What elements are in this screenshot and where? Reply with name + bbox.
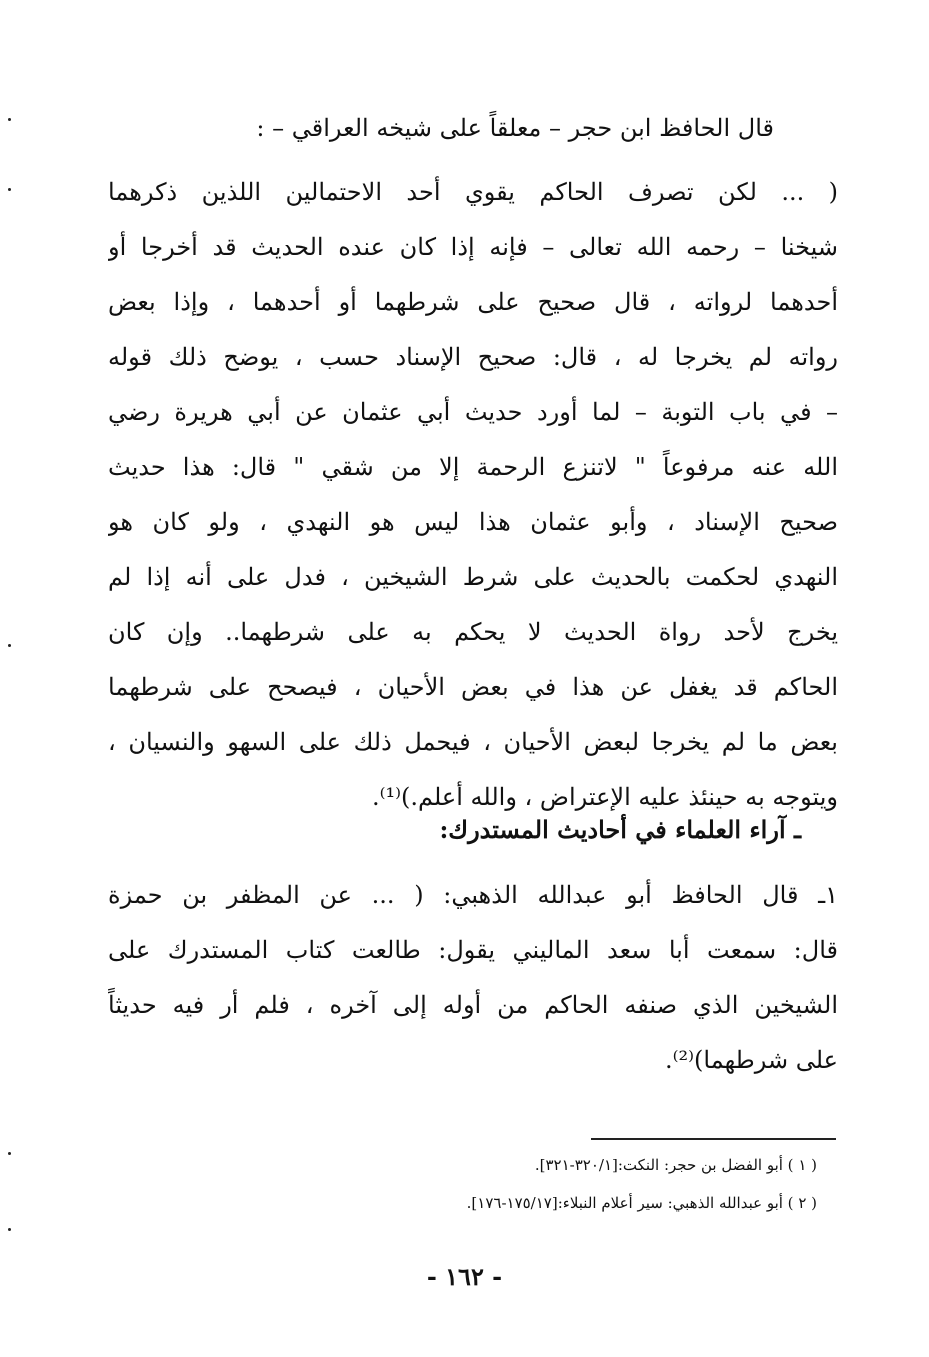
- quote-line: ( ... لكن تصرف الحاكم يقوي أحد الاحتمالين اللذين ذكرهما: [108, 178, 838, 206]
- margin-dot: [8, 188, 11, 191]
- quote-line: الله عنه مرفوعاً " لاتنزع الرحمة إلا من شقي " قال: هذا حديث: [108, 453, 838, 481]
- margin-dot: [8, 644, 11, 647]
- quote-line: يخرج لأحد رواة الحديث لا يحكم به على شرطهما.. وإن كان: [108, 618, 838, 646]
- opinion-line: على شرطهما)⁽²⁾.: [664, 1046, 838, 1074]
- footnote-divider: [591, 1138, 836, 1140]
- quote-line: النهدي لحكمت بالحديث على شرط الشيخين ، فدل على أنه إذا لم: [108, 563, 838, 591]
- margin-dot: [8, 118, 11, 121]
- quote-line: شيخنا – رحمه الله تعالى – فإنه إذا كان عنده الحديث قد أخرجا أو: [108, 233, 838, 261]
- quote-line: رواته لم يخرجا له ، قال: صحيح الإسناد حسب ، يوضح ذلك قوله: [108, 343, 838, 371]
- margin-dot: [8, 1152, 11, 1155]
- opinion-line: قال: سمعت أبا سعد الماليني يقول: طالعت كتاب المستدرك على: [108, 936, 838, 964]
- opinion-line: ١ـ قال الحافظ أبو عبدالله الذهبي: ( ... عن المظفر بن حمزة: [108, 881, 838, 909]
- quote-line: بعض ما لم يخرجا لبعض الأحيان ، فيحمل ذلك على السهو والنسيان ،: [108, 728, 838, 756]
- quote-paragraph: [108, 165, 838, 825]
- quote-line: صحيح الإسناد ، وأبو عثمان هذا ليس هو النهدي ، ولو كان هو: [108, 508, 838, 536]
- margin-dot: [8, 1228, 11, 1231]
- page-number: - ١٦٢ -: [426, 1262, 503, 1291]
- quote-line: – في باب التوبة – لما أورد حديث أبي عثمان عن أبي هريرة رضي: [108, 398, 838, 426]
- opinion-paragraph: [108, 868, 838, 1088]
- quote-line: الحاكم قد يغفل عن هذا في بعض الأحيان ، فيصحح على شرطهما: [108, 673, 838, 701]
- intro-line: قال الحافظ ابن حجر – معلقاً على شيخه العراقي – :: [256, 114, 774, 142]
- footnote-2: ( ٢ ) أبو عبدالله الذهبي: سير أعلام النبلاء:[١٧٥/١٧-١٧٦].: [466, 1194, 817, 1212]
- opinion-line: الشيخين الذي صنفه الحاكم من أوله إلى آخره ، فلم أر فيه حديثاً: [108, 991, 838, 1019]
- footnote-1: ( ١ ) أبو الفضل بن حجر: النكت:[٣٢٠/١-٣٢١].: [534, 1156, 817, 1174]
- section-heading: ـ آراء العلماء في أحاديث المستدرك:: [439, 815, 801, 844]
- quote-line: أحدهما لرواته ، قال صحيح على شرطهما أو أحدهما ، وإذا بعض: [108, 288, 838, 316]
- quote-line: ويتوجه به حينئذ عليه الإعتراض ، والله أعلم.)⁽¹⁾.: [371, 783, 838, 811]
